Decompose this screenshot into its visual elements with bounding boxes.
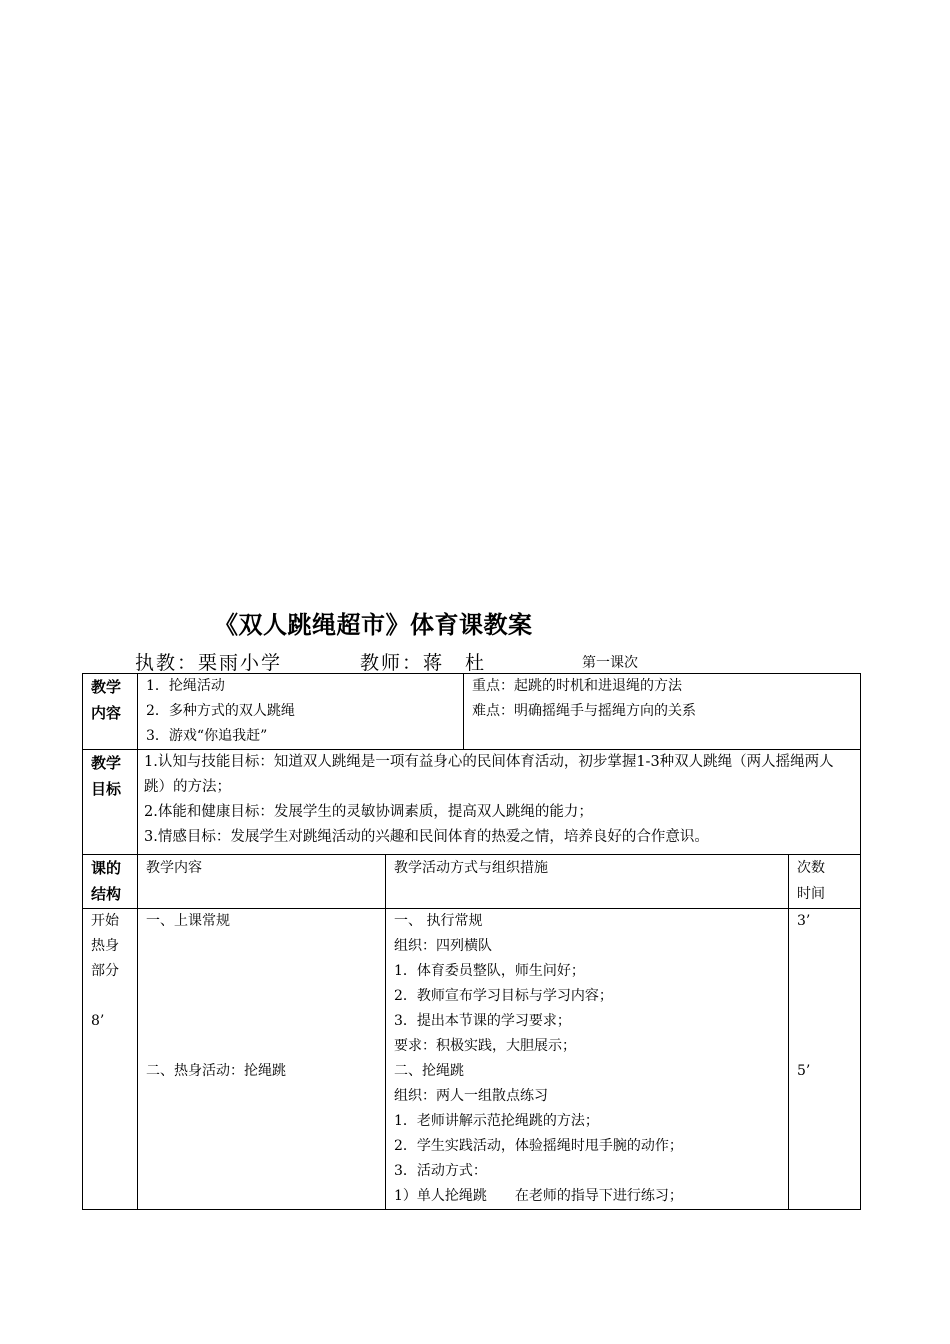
content-label: 教学 内容 bbox=[83, 674, 138, 750]
activity-line: 1．体育委员整队，师生问好； bbox=[394, 963, 585, 979]
activity-header: 教学活动方式与组织措施 bbox=[386, 855, 789, 909]
goals-label: 教学 目标 bbox=[83, 750, 138, 855]
warmup-duration: 8’ bbox=[91, 1013, 105, 1029]
content-warmup: 二、热身活动：抡绳跳 bbox=[146, 1063, 286, 1079]
warmup-activities bbox=[386, 909, 789, 1210]
activity-line: 2．学生实践活动，体验摇绳时甩手腕的动作； bbox=[394, 1138, 683, 1154]
content-item: 3．游戏“你追我赶” bbox=[146, 728, 268, 744]
key-point: 重点：起跳的时机和进退绳的方法 bbox=[472, 678, 683, 694]
warmup-structure: 开始 热身 部分 8’ bbox=[83, 909, 138, 1210]
executor-line: 执教：栗雨小学 bbox=[135, 652, 283, 674]
goals-row bbox=[83, 750, 861, 855]
activity-line: 要求：积极实践，大胆展示； bbox=[394, 1038, 576, 1054]
warmup-content bbox=[138, 909, 386, 1210]
content-header: 教学内容 bbox=[138, 855, 386, 909]
content-item: 1．抡绳活动 bbox=[146, 678, 225, 694]
activity-line: 二、抡绳跳 bbox=[394, 1063, 464, 1079]
document-title: 《双人跳绳超市》体育课教案 bbox=[214, 611, 533, 639]
goals-text bbox=[138, 750, 861, 855]
content-items bbox=[138, 674, 464, 750]
time-routine: 3’ bbox=[797, 913, 811, 929]
times-header: 次数 时间 bbox=[789, 855, 861, 909]
activity-line: 一、 执行常规 bbox=[394, 913, 483, 929]
activity-line: 3．提出本节课的学习要求； bbox=[394, 1013, 571, 1029]
activity-line: 3．活动方式： bbox=[394, 1163, 487, 1179]
key-points bbox=[464, 674, 861, 750]
content-item: 2．多种方式的双人跳绳 bbox=[146, 703, 295, 719]
goal-1: 1.认知与技能目标：知道双人跳绳是一项有益身心的民间体育活动，初步掌握1-3种双人跳绳（两人摇绳两人跳）的方法； bbox=[144, 754, 834, 795]
activity-line: 组织：四列横队 bbox=[394, 938, 492, 954]
time-warmup: 5’ bbox=[797, 1063, 811, 1079]
goal-2: 2.体能和健康目标：发展学生的灵敏协调素质，提高双人跳绳的能力； bbox=[144, 804, 593, 820]
content-routine: 一、上课常规 bbox=[146, 913, 230, 929]
warmup-row bbox=[83, 909, 861, 1210]
difficulty-point: 难点：明确摇绳手与摇绳方向的关系 bbox=[472, 703, 697, 719]
activity-line: 1）单人抡绳跳 在老师的指导下进行练习； bbox=[394, 1188, 683, 1204]
activity-line: 2．教师宣布学习目标与学习内容； bbox=[394, 988, 613, 1004]
lesson-plan-table bbox=[82, 673, 861, 1210]
lesson-number: 第一课次 bbox=[582, 655, 638, 671]
activity-line: 组织：两人一组散点练习 bbox=[394, 1088, 548, 1104]
teacher-line: 教师：蒋 杜 bbox=[360, 652, 487, 674]
content-row bbox=[83, 674, 861, 750]
goal-3: 3.情感目标：发展学生对跳绳活动的兴趣和民间体育的热爱之情，培养良好的合作意识。 bbox=[144, 829, 709, 845]
activity-line: 1．老师讲解示范抡绳跳的方法； bbox=[394, 1113, 599, 1129]
structure-header: 课的 结构 bbox=[83, 855, 138, 909]
column-header-row bbox=[83, 855, 861, 909]
warmup-times bbox=[789, 909, 861, 1210]
